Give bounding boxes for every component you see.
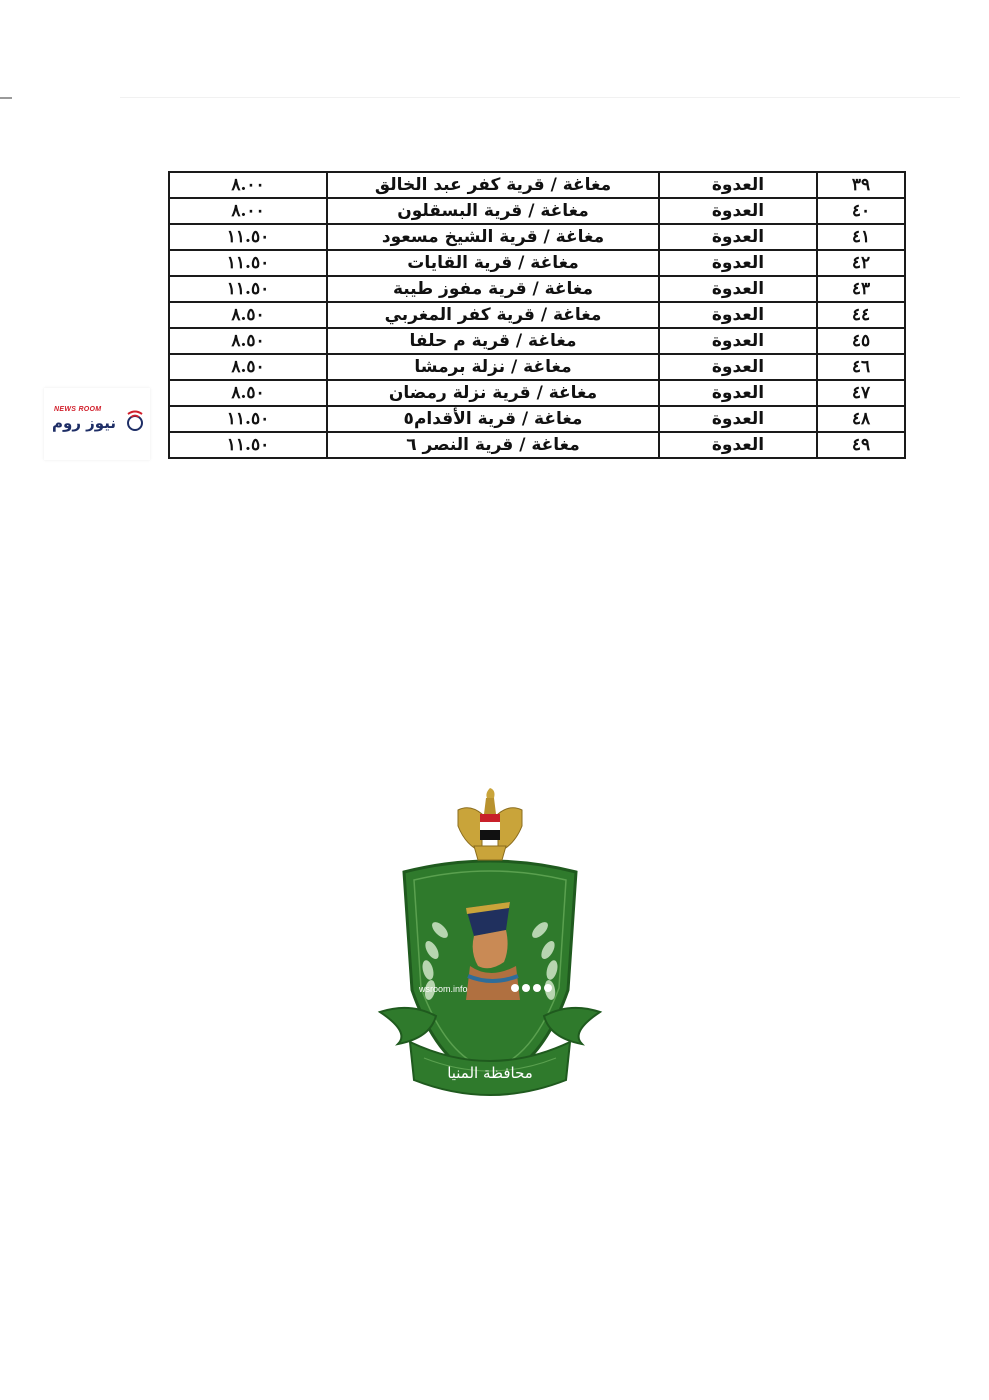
row-number: ٤٨ bbox=[817, 406, 905, 432]
watermark-brand-text: نيوز روم bbox=[52, 414, 116, 432]
minya-governorate-emblem bbox=[370, 780, 610, 1110]
signal-icon bbox=[124, 410, 146, 436]
row-number: ٤٧ bbox=[817, 380, 905, 406]
route-name: مغاغة / قرية النصر ٦ bbox=[327, 432, 659, 458]
fare-value: ٨.٠٠ bbox=[169, 198, 327, 224]
row-number: ٤٤ bbox=[817, 302, 905, 328]
row-number: ٤٦ bbox=[817, 354, 905, 380]
fare-value: ١١.٥٠ bbox=[169, 432, 327, 458]
watermark-site-text: wsroom.info bbox=[419, 984, 468, 994]
route-name: مغاغة / قرية م حلفا bbox=[327, 328, 659, 354]
center-name: العدوة bbox=[659, 302, 817, 328]
fare-value: ١١.٥٠ bbox=[169, 406, 327, 432]
route-name: مغاغة / قرية كفر عبد الخالق bbox=[327, 172, 659, 198]
route-name: مغاغة / قرية كفر المغربي bbox=[327, 302, 659, 328]
route-name: مغاغة / قرية القايات bbox=[327, 250, 659, 276]
row-number: ٣٩ bbox=[817, 172, 905, 198]
route-name: مغاغة / نزلة برمشا bbox=[327, 354, 659, 380]
emblem-caption: محافظة المنيا bbox=[447, 1064, 533, 1082]
route-name: مغاغة / قرية الأقدام٥ bbox=[327, 406, 659, 432]
center-name: العدوة bbox=[659, 250, 817, 276]
table-row bbox=[169, 354, 905, 380]
table-row bbox=[169, 328, 905, 354]
table-row bbox=[169, 172, 905, 198]
table-row bbox=[169, 380, 905, 406]
row-number: ٤١ bbox=[817, 224, 905, 250]
watermark-small-text: NEWS ROOM bbox=[54, 406, 102, 413]
row-number: ٤٩ bbox=[817, 432, 905, 458]
route-name: مغاغة / قرية مفوز طيبة bbox=[327, 276, 659, 302]
center-name: العدوة bbox=[659, 172, 817, 198]
center-name: العدوة bbox=[659, 224, 817, 250]
route-name: مغاغة / قرية الشيخ مسعود bbox=[327, 224, 659, 250]
table-row bbox=[169, 224, 905, 250]
table-row bbox=[169, 276, 905, 302]
center-name: العدوة bbox=[659, 328, 817, 354]
row-number: ٤٢ bbox=[817, 250, 905, 276]
table-row bbox=[169, 432, 905, 458]
fare-value: ٨.٥٠ bbox=[169, 328, 327, 354]
fare-value: ١١.٥٠ bbox=[169, 276, 327, 302]
page-edge-mark bbox=[0, 97, 12, 99]
center-name: العدوة bbox=[659, 380, 817, 406]
center-name: العدوة bbox=[659, 354, 817, 380]
center-name: العدوة bbox=[659, 406, 817, 432]
route-name: مغاغة / قرية نزلة رمضان bbox=[327, 380, 659, 406]
fare-value: ١١.٥٠ bbox=[169, 250, 327, 276]
table-row bbox=[169, 250, 905, 276]
fare-value: ٨.٠٠ bbox=[169, 172, 327, 198]
fare-value: ١١.٥٠ bbox=[169, 224, 327, 250]
fare-value: ٨.٥٠ bbox=[169, 380, 327, 406]
news-room-watermark bbox=[44, 388, 150, 460]
table-row bbox=[169, 198, 905, 224]
fare-table bbox=[168, 171, 904, 459]
row-number: ٤٣ bbox=[817, 276, 905, 302]
row-number: ٤٠ bbox=[817, 198, 905, 224]
fare-value: ٨.٥٠ bbox=[169, 354, 327, 380]
row-number: ٤٥ bbox=[817, 328, 905, 354]
table-row bbox=[169, 302, 905, 328]
fare-value: ٨.٥٠ bbox=[169, 302, 327, 328]
center-name: العدوة bbox=[659, 276, 817, 302]
center-name: العدوة bbox=[659, 198, 817, 224]
route-name: مغاغة / قرية البسقلون bbox=[327, 198, 659, 224]
center-name: العدوة bbox=[659, 432, 817, 458]
fare-table-grid bbox=[168, 171, 906, 459]
scan-line bbox=[120, 97, 960, 98]
table-row bbox=[169, 406, 905, 432]
